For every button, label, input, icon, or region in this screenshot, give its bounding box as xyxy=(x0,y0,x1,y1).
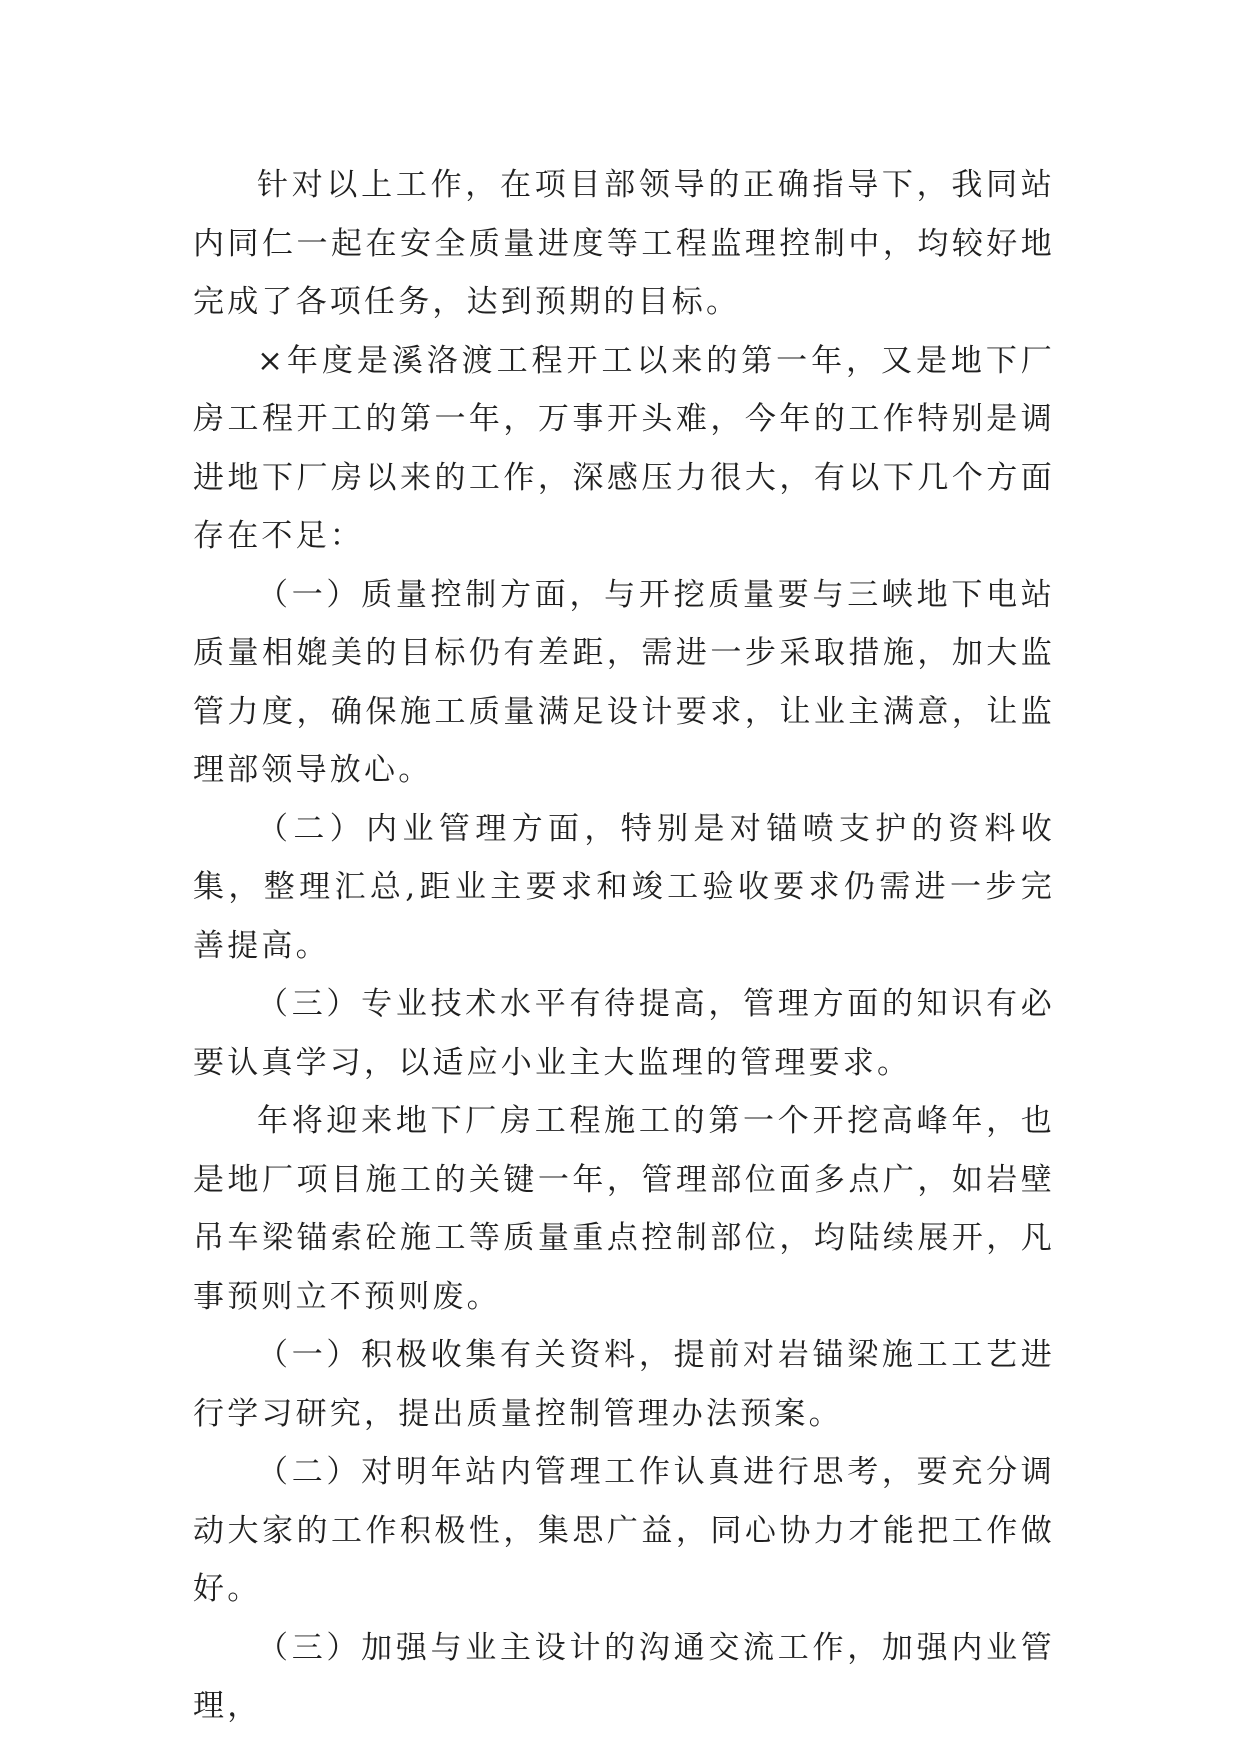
paragraph: ×年度是溪洛渡工程开工以来的第一年，又是地下厂房工程开工的第一年，万事开头难，今年的工作特别是调进地下厂房以来的工作，深感压力很大，有以下几个方面存在不足： xyxy=(193,342,1055,554)
paragraph: （三）加强与业主设计的沟通交流工作，加强内业管理， xyxy=(193,1629,1055,1724)
paragraph: （二）内业管理方面，特别是对锚喷支护的资料收集，整理汇总,距业主要求和竣工验收要求仍需进一步完善提高。 xyxy=(193,810,1055,964)
paragraph: （一）积极收集有关资料，提前对岩锚梁施工工艺进行学习研究，提出质量控制管理办法预案。 xyxy=(193,1337,1055,1432)
paragraph: 针对以上工作，在项目部领导的正确指导下，我同站内同仁一起在安全质量进度等工程监理控制中，均较好地完成了各项任务，达到预期的目标。 xyxy=(193,167,1055,320)
paragraph: （三）专业技术水平有待提高，管理方面的知识有必要认真学习，以适应小业主大监理的管理要求。 xyxy=(193,986,1055,1081)
paragraph: （二）对明年站内管理工作认真进行思考，要充分调动大家的工作积极性，集思广益，同心协力才能把工作做好。 xyxy=(193,1454,1055,1607)
paragraph: 年将迎来地下厂房工程施工的第一个开挖高峰年，也是地厂项目施工的关键一年，管理部位面多点广，如岩壁吊车梁锚索砼施工等质量重点控制部位，均陆续展开，凡事预则立不预则废。 xyxy=(193,1103,1055,1315)
document-body xyxy=(193,156,1055,1736)
paragraph: （一）质量控制方面，与开挖质量要与三峡地下电站质量相媲美的目标仍有差距，需进一步采取措施，加大监管力度，确保施工质量满足设计要求，让业主满意，让监理部领导放心。 xyxy=(193,576,1055,788)
